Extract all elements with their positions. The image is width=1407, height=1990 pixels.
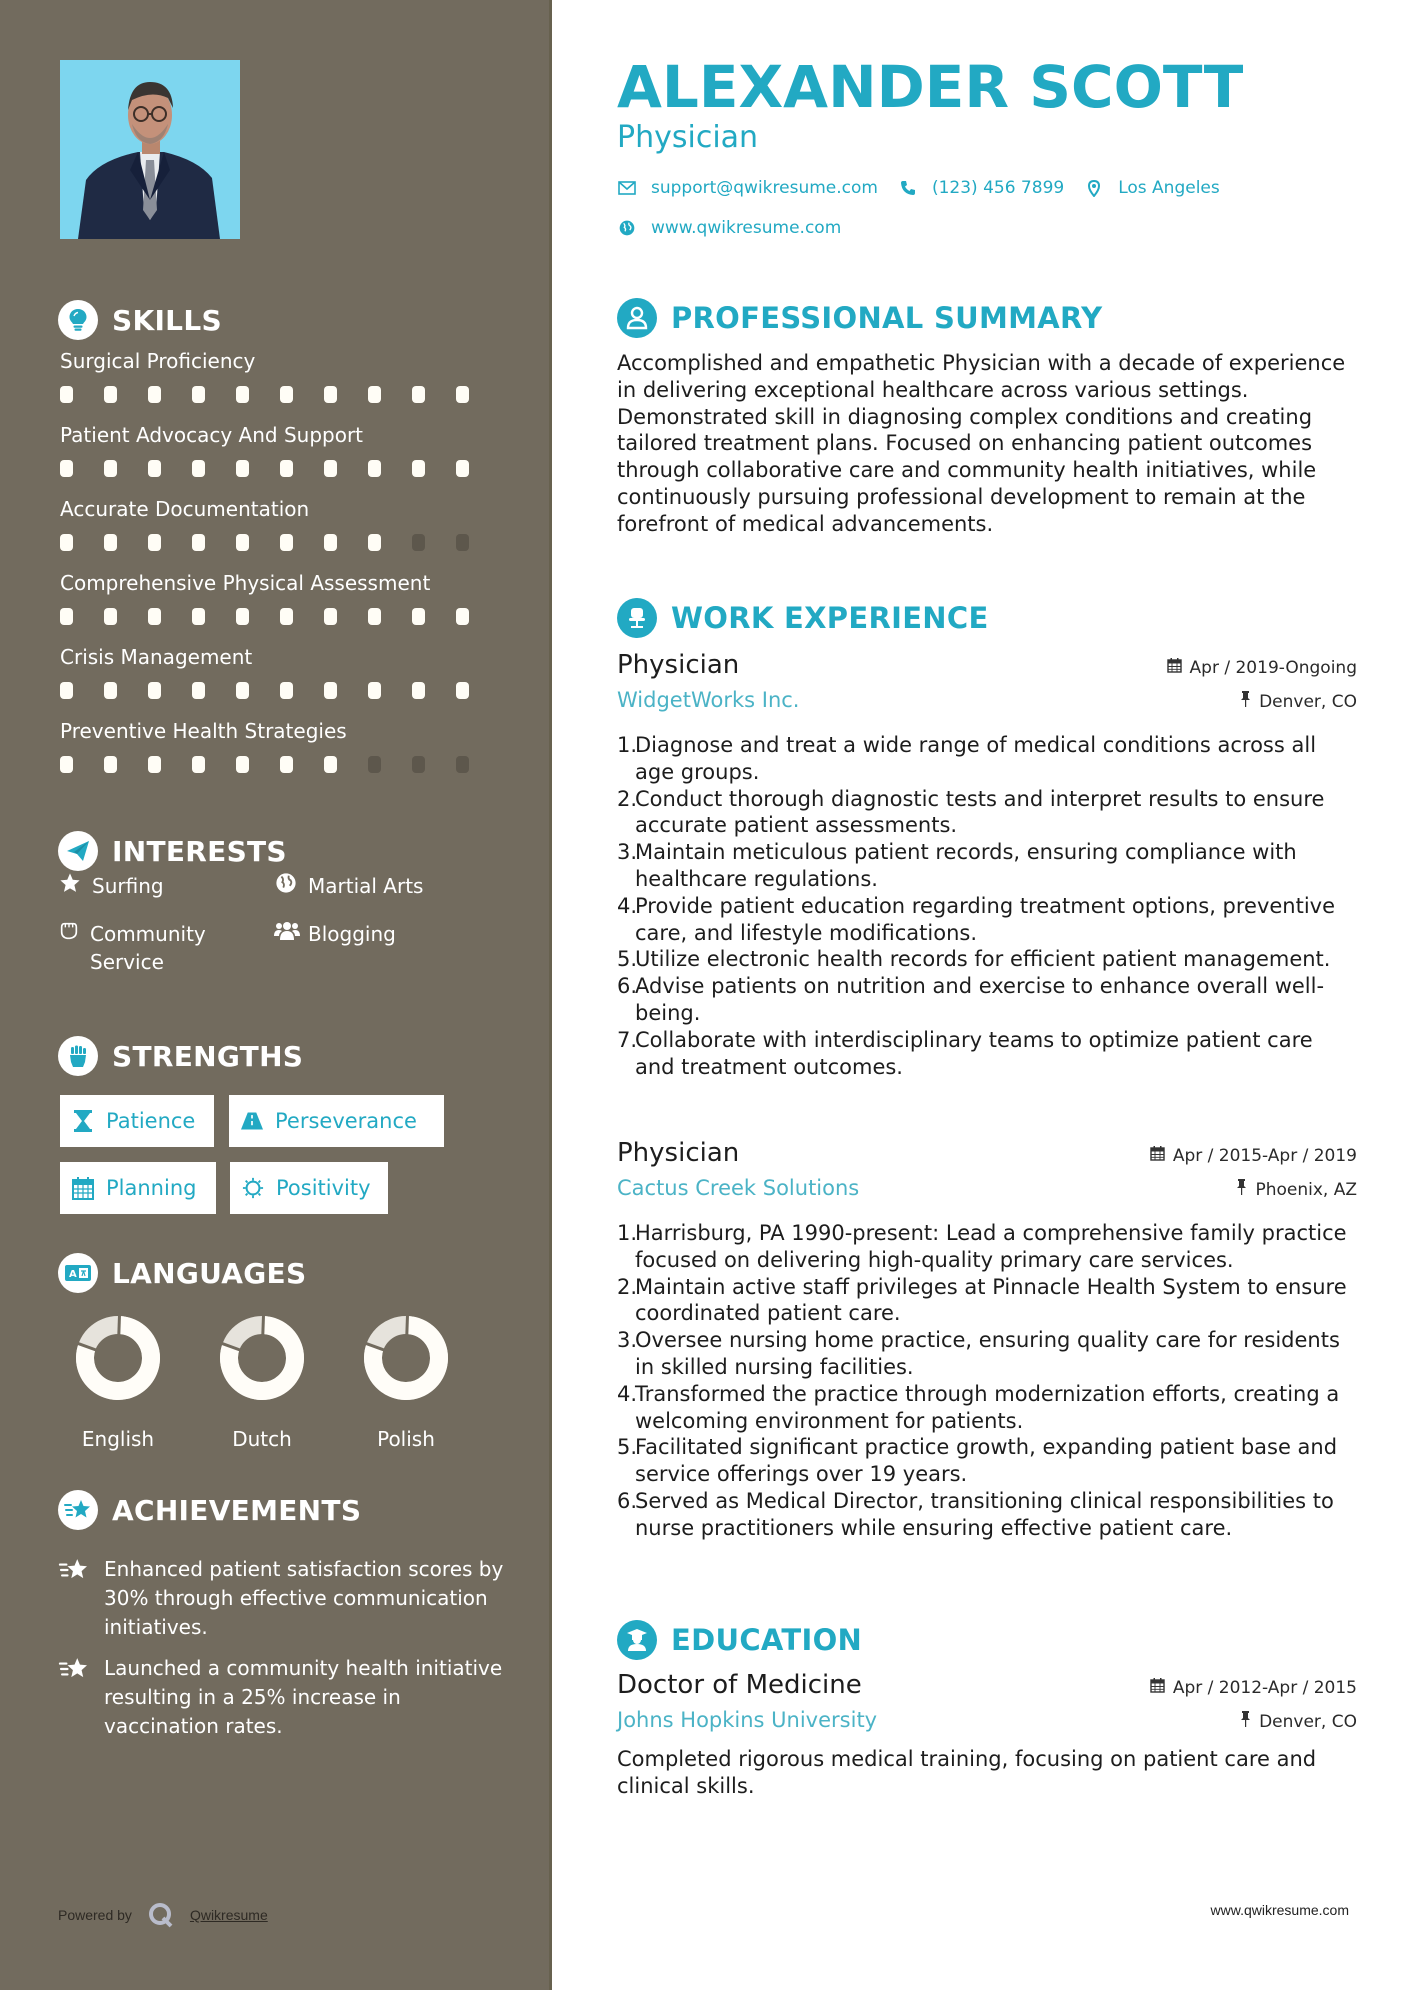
skill-level-dot: [60, 534, 73, 551]
contact-row: [617, 178, 1240, 198]
strength-badge: [60, 1095, 214, 1147]
job-company: WidgetWorks Inc.: [617, 688, 800, 712]
skill-level-dot: [236, 386, 249, 403]
skill-level-dot: [60, 386, 73, 403]
contact-location: Los Angeles: [1084, 178, 1220, 198]
svg-text:A: A: [69, 1269, 77, 1280]
skill-level-dot: [280, 534, 293, 551]
section-title: WORK EXPERIENCE: [671, 601, 989, 635]
skill-level-dot: [104, 534, 117, 551]
skill-level-dot: [236, 460, 249, 477]
skill-level-dot: [324, 608, 337, 625]
job-bullet: 7. Collaborate with interdisciplinary teams to optimize patient care and treatment outcomes.: [617, 1027, 1313, 1079]
skill-item: [60, 348, 500, 403]
skill-level-dot: [148, 534, 161, 551]
skill-level-dot: [104, 386, 117, 403]
section-title: SKILLS: [112, 303, 222, 337]
achievements-heading: [58, 1490, 361, 1530]
fist-icon: [58, 920, 80, 949]
interests-heading: [58, 831, 287, 871]
users-icon: [274, 920, 298, 949]
hourglass-icon: [72, 1110, 94, 1132]
job-role: Physician: [617, 1138, 740, 1168]
section-title: STRENGTHS: [112, 1039, 304, 1073]
school-name: Johns Hopkins University: [617, 1708, 878, 1732]
skill-level-dot: [236, 534, 249, 551]
interest-item: [274, 872, 423, 901]
skill-level-dot: [368, 682, 381, 699]
skill-level-dot: [60, 756, 73, 773]
paper-plane-icon: [58, 831, 98, 871]
office-chair-icon: [617, 598, 657, 638]
skill-level-dot: [148, 386, 161, 403]
calendar-icon: [1150, 1145, 1165, 1166]
shooting-star-icon: [58, 1555, 90, 1642]
skill-level-dot: [456, 460, 469, 477]
skill-level-dot: [456, 386, 469, 403]
skill-level-dot: [148, 682, 161, 699]
skill-level-dot: [104, 460, 117, 477]
pushpin-icon: [1240, 1711, 1251, 1732]
strengths-heading: [58, 1036, 303, 1076]
skills-heading: [58, 300, 222, 340]
powered-by-label: Powered by: [58, 1907, 132, 1923]
candidate-title: Physician: [617, 120, 759, 155]
interest-label: Martial Arts: [308, 874, 424, 898]
section-title: EDUCATION: [671, 1623, 863, 1657]
skill-level-dot: [324, 386, 337, 403]
language-name: English: [81, 1427, 155, 1451]
user-icon: [617, 298, 657, 338]
lightbulb-icon: [58, 300, 98, 340]
calendar-icon: [1167, 657, 1182, 678]
skill-level-dot: [192, 608, 205, 625]
experience-heading: [617, 598, 989, 638]
skill-name: Preventive Health Strategies: [60, 719, 347, 743]
language-donut-chart: [58, 1315, 178, 1401]
job-company: Cactus Creek Solutions: [617, 1176, 860, 1200]
skill-level-dot: [324, 534, 337, 551]
languages-heading: [58, 1253, 306, 1293]
shooting-star-icon: [58, 1654, 90, 1741]
job-bullet: 6. Advise patients on nutrition and exercise to enhance overall well-being.: [617, 974, 1325, 1025]
skill-level-dot: [412, 386, 425, 403]
education-date: Apr / 2012-Apr / 2015: [1150, 1677, 1357, 1698]
calendar-icon: [1150, 1677, 1165, 1698]
profile-photo: [60, 60, 240, 239]
raised-fist-icon: [58, 1036, 98, 1076]
skill-level-dot: [60, 608, 73, 625]
job-entry: [617, 650, 1357, 1080]
language-donut-chart: [346, 1315, 466, 1401]
skill-level-dot: [456, 756, 469, 773]
skill-level-dot: [104, 756, 117, 773]
skill-name: Surgical Proficiency: [60, 349, 256, 373]
strength-label: Patience: [106, 1109, 196, 1133]
job-role: Physician: [617, 650, 740, 680]
skill-level-dot: [104, 682, 117, 699]
achievement-text: Launched a community health initiative resulting in a 25% increase in vaccination rates.: [104, 1656, 503, 1738]
powered-by: [58, 1900, 268, 1930]
job-bullet: 5. Facilitated significant practice growth, expanding patient base and service offerings over 19 years.: [617, 1435, 1338, 1487]
education-description: Completed rigorous medical training, focusing on patient care and clinical skills.: [617, 1747, 1317, 1798]
strength-label: Perseverance: [275, 1109, 417, 1133]
skill-item: [60, 422, 500, 477]
education-entry: [617, 1670, 1357, 1800]
language-item: [346, 1315, 466, 1451]
achievement-item: [58, 1654, 518, 1741]
translate-icon: [58, 1253, 98, 1293]
skill-level-dot: [236, 682, 249, 699]
job-bullets: [617, 1220, 1357, 1542]
skill-item: [60, 496, 500, 551]
skill-name: Accurate Documentation: [60, 497, 310, 521]
skill-item: [60, 570, 500, 625]
job-bullet: 5. Utilize electronic health records for efficient patient management.: [617, 947, 1331, 972]
job-bullets: [617, 732, 1357, 1080]
qwikresume-logo-icon: [146, 1900, 176, 1930]
skill-rating: [60, 460, 500, 477]
summary-text: Accomplished and empathetic Physician with a decade of experience in delivering exceptional healthcare across various settings. Demonstrated skill in diagnosing complex conditions and creating tailored treatment plans. Focused on enhancing patient outcomes through collaborative care and community health initiatives, while continuously pursuing professional development to remain at the forefront of medical advancements.: [617, 351, 1346, 536]
skill-rating: [60, 682, 500, 699]
skill-level-dot: [368, 756, 381, 773]
footer-url[interactable]: www.qwikresume.com: [1210, 1902, 1349, 1918]
contact-website[interactable]: www.qwikresume.com: [617, 218, 841, 238]
strength-badge: [60, 1162, 216, 1214]
map-pin-icon: [1084, 180, 1104, 197]
skill-level-dot: [60, 682, 73, 699]
skill-item: [60, 644, 500, 699]
strength-badge: [230, 1162, 388, 1214]
job-location: Phoenix, AZ: [1236, 1179, 1357, 1200]
language-donut-chart: [202, 1315, 322, 1401]
skill-level-dot: [456, 682, 469, 699]
skill-level-dot: [368, 534, 381, 551]
job-bullet: 3. Maintain meticulous patient records, ensuring compliance with healthcare regulations.: [617, 840, 1297, 891]
language-name: Dutch: [232, 1427, 292, 1451]
job-location: Denver, CO: [1240, 691, 1357, 712]
contact-row-website: [617, 218, 861, 238]
sun-icon: [242, 1177, 264, 1199]
skill-name: Patient Advocacy And Support: [60, 423, 364, 447]
interest-label: Surfing: [92, 874, 164, 898]
skill-level-dot: [412, 756, 425, 773]
skill-level-dot: [280, 460, 293, 477]
contact-phone[interactable]: (123) 456 7899: [898, 178, 1064, 198]
job-entry: [617, 1138, 1357, 1542]
job-bullet: 3. Oversee nursing home practice, ensuring quality care for residents in skilled nursing facilities.: [617, 1328, 1340, 1379]
job-bullet: 6. Served as Medical Director, transitioning clinical responsibilities to nurse practitioners while ensuring effective patient care.: [617, 1488, 1334, 1540]
skill-level-dot: [280, 386, 293, 403]
language-item: [202, 1315, 322, 1451]
qwikresume-link[interactable]: Qwikresume: [189, 1907, 268, 1923]
achievement-item: [58, 1555, 518, 1642]
skill-level-dot: [368, 608, 381, 625]
sidebar: [0, 0, 552, 1990]
interest-item: [58, 920, 258, 976]
candidate-name: ALEXANDER SCOTT: [617, 53, 1244, 121]
skill-level-dot: [236, 756, 249, 773]
skill-name: Comprehensive Physical Assessment: [60, 571, 431, 595]
skill-level-dot: [280, 608, 293, 625]
globe-icon: [617, 220, 637, 236]
skill-level-dot: [192, 756, 205, 773]
interest-label: Blogging: [308, 922, 396, 946]
achievement-text: Enhanced patient satisfaction scores by 30% through effective communication initiatives.: [104, 1557, 504, 1639]
section-title: LANGUAGES: [112, 1256, 307, 1290]
star-icon: [58, 872, 82, 901]
job-bullet: 4. Transformed the practice through modernization efforts, creating a welcoming environment for patients.: [617, 1381, 1340, 1433]
skill-level-dot: [412, 460, 425, 477]
summary-heading: [617, 298, 1102, 338]
road-icon: [241, 1110, 263, 1132]
pushpin-icon: [1236, 1179, 1247, 1200]
skill-level-dot: [192, 682, 205, 699]
job-date: Apr / 2019-Ongoing: [1167, 657, 1357, 678]
education-location: Denver, CO: [1240, 1711, 1357, 1732]
skill-level-dot: [148, 460, 161, 477]
phone-icon: [898, 180, 918, 196]
skill-level-dot: [412, 682, 425, 699]
graduate-icon: [617, 1620, 657, 1660]
skill-level-dot: [456, 608, 469, 625]
education-heading: [617, 1620, 862, 1660]
skill-level-dot: [192, 534, 205, 551]
interest-item: [274, 920, 396, 949]
strength-badge: [229, 1095, 444, 1147]
skill-level-dot: [324, 460, 337, 477]
job-bullet: 1. Diagnose and treat a wide range of medical conditions across all age groups.: [617, 733, 1317, 784]
skill-level-dot: [148, 608, 161, 625]
skill-level-dot: [192, 386, 205, 403]
section-title: ACHIEVEMENTS: [112, 1493, 362, 1527]
skill-level-dot: [412, 534, 425, 551]
skill-level-dot: [104, 608, 117, 625]
skill-level-dot: [368, 460, 381, 477]
degree: Doctor of Medicine: [617, 1670, 862, 1700]
envelope-icon: [617, 181, 637, 195]
skill-level-dot: [280, 682, 293, 699]
section-title: INTERESTS: [112, 834, 287, 868]
pushpin-icon: [1240, 691, 1251, 712]
skill-level-dot: [324, 756, 337, 773]
calendar-icon: [72, 1177, 94, 1199]
strength-label: Planning: [106, 1176, 197, 1200]
skill-level-dot: [368, 386, 381, 403]
skill-rating: [60, 608, 500, 625]
interest-item: [58, 872, 164, 901]
skill-level-dot: [60, 460, 73, 477]
language-name: Polish: [377, 1427, 435, 1451]
interest-label: Community Service: [90, 922, 206, 974]
skill-level-dot: [192, 460, 205, 477]
job-bullet: 1. Harrisburg, PA 1990-present: Lead a comprehensive family practice focused on delivering high-quality primary care services.: [617, 1221, 1347, 1272]
skill-rating: [60, 756, 500, 773]
job-date: Apr / 2015-Apr / 2019: [1150, 1145, 1357, 1166]
job-bullet: 2. Conduct thorough diagnostic tests and interpret results to ensure accurate patient assessments.: [617, 786, 1325, 838]
skill-level-dot: [280, 756, 293, 773]
globe-icon: [274, 872, 298, 901]
main-content: [552, 0, 1407, 1990]
job-bullet: 2. Maintain active staff privileges at Pinnacle Health System to ensure coordinated patient care.: [617, 1274, 1347, 1326]
skill-level-dot: [456, 534, 469, 551]
skill-name: Crisis Management: [60, 645, 253, 669]
language-item: [58, 1315, 178, 1451]
skill-item: [60, 718, 500, 773]
skill-level-dot: [148, 756, 161, 773]
contact-email[interactable]: support@qwikresume.com: [617, 178, 878, 198]
skill-rating: [60, 534, 500, 551]
skill-level-dot: [412, 608, 425, 625]
shooting-star-icon: [58, 1490, 98, 1530]
skill-level-dot: [236, 608, 249, 625]
strength-label: Positivity: [276, 1176, 371, 1200]
skill-rating: [60, 386, 500, 403]
job-bullet: 4. Provide patient education regarding treatment options, preventive care, and lifestyle modifications.: [617, 893, 1336, 945]
section-title: PROFESSIONAL SUMMARY: [671, 301, 1103, 335]
skill-level-dot: [324, 682, 337, 699]
